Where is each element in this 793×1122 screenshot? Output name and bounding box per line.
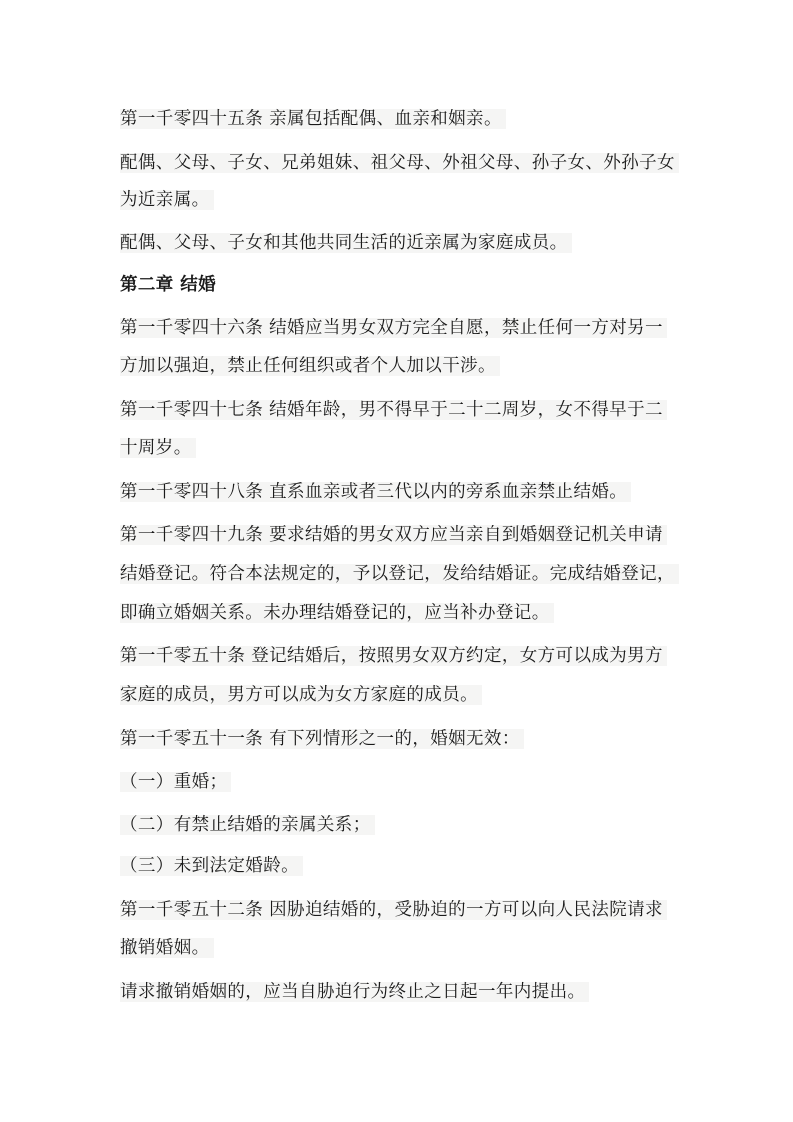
text-line: （一）重婚； — [120, 772, 231, 792]
text-line: 十周岁。 — [120, 438, 196, 458]
article-1047-line-1 — [120, 398, 667, 422]
text-line: 配偶、父母、子女、兄弟姐妹、祖父母、外祖父母、孙子女、外孙子女 — [120, 153, 679, 173]
article-1051-item-1 — [120, 770, 231, 794]
text-line: 第一千零五十一条 有下列情形之一的，婚姻无效： — [120, 729, 524, 749]
chapter-title: 第二章 结婚 — [120, 275, 216, 295]
article-1052-line-2 — [120, 936, 214, 960]
article-1050-line-2 — [120, 683, 482, 707]
article-1050-line-1 — [120, 644, 667, 668]
text-line: 第一千零四十五条 亲属包括配偶、血亲和姻亲。 — [120, 109, 506, 129]
text-line: 撤销婚姻。 — [120, 938, 214, 958]
article-1049-line-2 — [120, 562, 679, 586]
article-1045-line — [120, 107, 506, 131]
text-line: 为近亲属。 — [120, 190, 214, 210]
article-1046-line-2 — [120, 354, 500, 378]
article-1051-item-3 — [120, 854, 303, 878]
text-line: 第一千零四十九条 要求结婚的男女双方应当亲自到婚姻登记机关申请 — [120, 525, 667, 545]
text-line: 第一千零四十八条 直系血亲或者三代以内的旁系血亲禁止结婚。 — [120, 482, 631, 502]
article-1052-line-1 — [120, 898, 667, 922]
text-line: 即确立婚姻关系。未办理结婚登记的，应当补办登记。 — [120, 603, 554, 623]
text-line: 第一千零五十二条 因胁迫结婚的，受胁迫的一方可以向人民法院请求 — [120, 900, 667, 920]
text-line: （二）有禁止结婚的亲属关系； — [120, 815, 375, 835]
article-1051-item-2 — [120, 813, 375, 837]
family-members-line — [120, 231, 572, 255]
article-1047-line-2 — [120, 436, 196, 460]
article-1049-line-1 — [120, 523, 667, 547]
text-line: 家庭的成员，男方可以成为女方家庭的成员。 — [120, 685, 482, 705]
text-line: 结婚登记。符合本法规定的，予以登记，发给结婚证。完成结婚登记， — [120, 564, 679, 584]
article-1048-line — [120, 480, 631, 504]
text-line: （三）未到法定婚龄。 — [120, 856, 303, 876]
text-line: 方加以强迫，禁止任何组织或者个人加以干涉。 — [120, 356, 500, 376]
text-line: 第一千零四十六条 结婚应当男女双方完全自愿，禁止任何一方对另一 — [120, 318, 667, 338]
article-1051-line — [120, 727, 524, 751]
article-1049-line-3 — [120, 601, 554, 625]
text-line: 第一千零五十条 登记结婚后，按照男女双方约定，女方可以成为男方 — [120, 646, 667, 666]
article-1046-line-1 — [120, 316, 667, 340]
close-relatives-line-2 — [120, 188, 214, 212]
close-relatives-line-1 — [120, 151, 679, 175]
text-line: 请求撤销婚姻的，应当自胁迫行为终止之日起一年内提出。 — [120, 982, 589, 1002]
text-line: 第一千零四十七条 结婚年龄，男不得早于二十二周岁，女不得早于二 — [120, 400, 667, 420]
chapter-heading — [120, 273, 216, 297]
text-line: 配偶、父母、子女和其他共同生活的近亲属为家庭成员。 — [120, 233, 572, 253]
revocation-deadline-line — [120, 980, 589, 1004]
